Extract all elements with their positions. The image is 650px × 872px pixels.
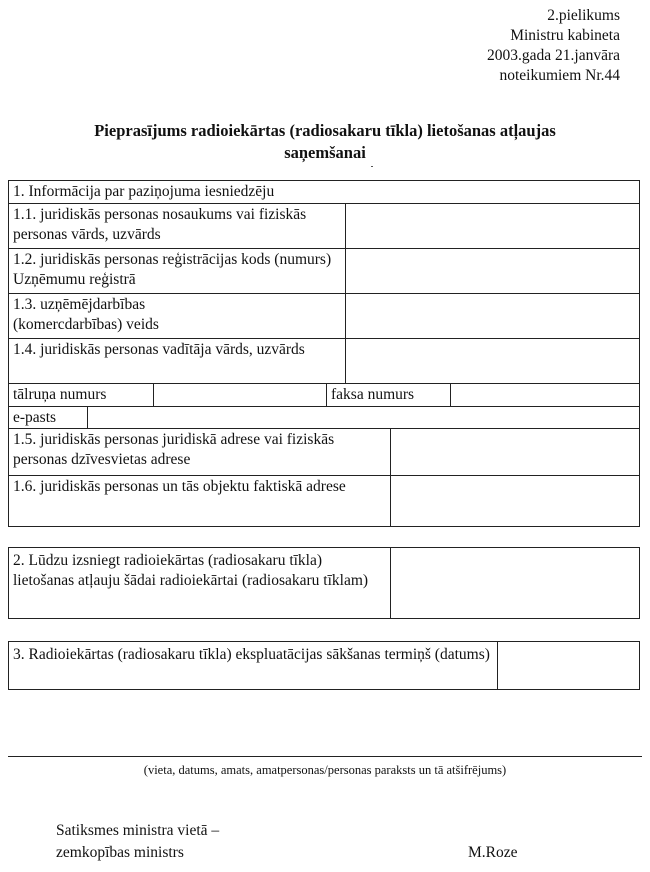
minister-line-2: zemkopības ministrs	[56, 844, 184, 861]
row-1-6-value-field[interactable]	[390, 475, 639, 526]
annex-line: Ministru kabineta	[510, 27, 620, 44]
annex-line: 2.pielikums	[547, 7, 620, 24]
section-3-label: 3. Radioiekārtas (radiosakaru tīkla) ekspluatācijas sākšanas termiņš (datums)	[13, 646, 490, 663]
row-1-3-value-field[interactable]	[345, 293, 639, 338]
email-field[interactable]	[87, 406, 639, 428]
row-1-5-value-field[interactable]	[390, 428, 639, 475]
section-3-table	[8, 641, 640, 690]
row-1-1-value-field[interactable]	[345, 203, 639, 248]
scan-speck	[371, 166, 373, 167]
annex-line: noteikumiem Nr.44	[499, 67, 620, 84]
email-label: e-pasts	[9, 406, 87, 428]
signature-line	[8, 756, 642, 757]
section-2-table	[8, 547, 640, 619]
section-1-table	[8, 180, 640, 527]
phone-field[interactable]	[153, 383, 326, 406]
row-1-4-value-field[interactable]	[345, 338, 639, 383]
title-line-2: saņemšanai	[284, 143, 366, 162]
minister-title	[56, 820, 219, 864]
minister-name: M.Roze	[468, 844, 518, 861]
section-3-value-field[interactable]	[497, 642, 639, 689]
signature-caption: (vieta, datums, amats, amatpersonas/personas paraksts un tā atšifrējums)	[143, 763, 507, 777]
fax-field[interactable]	[450, 383, 639, 406]
annex-line: 2003.gada 21.janvāra	[487, 47, 620, 64]
title-line-1: Pieprasījums radioiekārtas (radiosakaru tīkla) lietošanas atļaujas	[94, 121, 556, 140]
row-1-4-label: 1.4. juridiskās personas vadītāja vārds, uzvārds	[9, 338, 345, 383]
document-title	[20, 120, 630, 164]
row-1-1-label: 1.1. juridiskās personas nosaukums vai fiziskās personas vārds, uzvārds	[9, 203, 345, 248]
row-1-2-value-field[interactable]	[345, 248, 639, 293]
row-1-5-label: 1.5. juridiskās personas juridiskā adrese vai fiziskās personas dzīvesvietas adrese	[9, 428, 390, 475]
row-1-3-label: 1.3. uzņēmējdarbības (komercdarbības) veids	[9, 293, 345, 338]
row-1-6-label: 1.6. juridiskās personas un tās objektu faktiskā adrese	[9, 475, 390, 526]
section-1-heading: 1. Informācija par paziņojuma iesniedzēju	[13, 183, 275, 200]
section-2-value-field[interactable]	[390, 548, 639, 618]
section-2-label: 2. Lūdzu izsniegt radioiekārtas (radiosakaru tīkla) lietošanas atļauju šādai radioiekārtai (radiosakaru tīklam)	[13, 552, 369, 589]
minister-line-1: Satiksmes ministra vietā –	[56, 822, 220, 839]
phone-label: tālruņa numurs	[9, 383, 153, 406]
row-1-2-label: 1.2. juridiskās personas reģistrācijas kods (numurs) Uzņēmumu reģistrā	[9, 248, 345, 293]
annex-reference	[360, 6, 620, 86]
fax-label: faksa numurs	[326, 383, 450, 406]
